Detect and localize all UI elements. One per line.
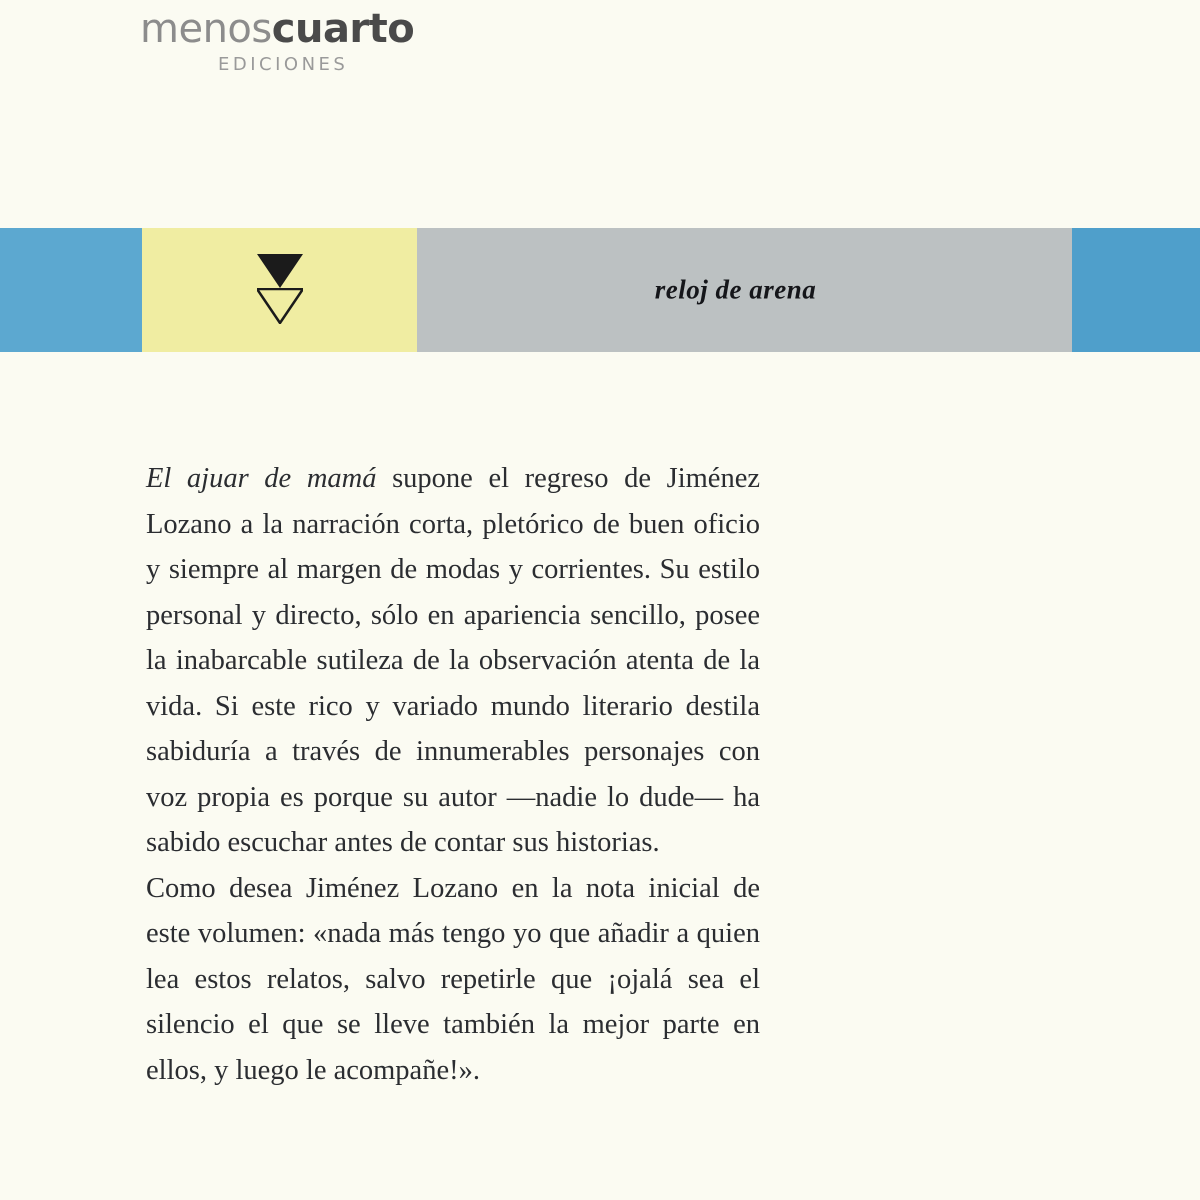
back-cover-blurb [146, 456, 760, 1093]
hourglass-top-triangle [257, 254, 303, 288]
hourglass-icon [257, 254, 303, 326]
band-segment-right-blue [1072, 228, 1200, 352]
publisher-name-light: menos [140, 6, 272, 52]
publisher-name-bold: cuarto [271, 6, 415, 52]
band-segment-yellow [142, 228, 417, 352]
publisher-subtitle: EDICIONES [218, 54, 349, 75]
hourglass-bottom-triangle [257, 288, 303, 323]
series-band [0, 228, 1200, 352]
blurb-paragraph-2: Como desea Jiménez Lozano en la nota inicial de este volumen: «nada más tengo yo que añadir a quien lea estos relatos, salvo repetirle que ¡ojalá sea el silencio el que se lleve también la mejor parte en ellos, y luego le acompañe!». [146, 872, 760, 1086]
blurb-book-title: El ajuar de mamá [146, 463, 377, 494]
publisher-name [140, 8, 560, 50]
publisher-logo [140, 8, 560, 75]
band-segment-gray [417, 228, 1072, 352]
band-segment-left-blue [0, 228, 142, 352]
blurb-paragraph-1-rest: supone el regreso de Jiménez Lozano a la narración corta, pletórico de buen oficio y siempre al margen de modas y corrientes. Su estilo personal y directo, sólo en apariencia sencillo, posee la inabarcable sutileza de la observación atenta de la vida. Si este rico y variado mundo literario destila sabiduría a través de innumerables personajes con voz propia es porque su autor —nadie lo dude— ha sabido escuchar antes de contar sus historias. [146, 463, 760, 858]
series-name: reloj de arena [654, 274, 817, 305]
blurb-paragraph-1 [146, 456, 760, 866]
